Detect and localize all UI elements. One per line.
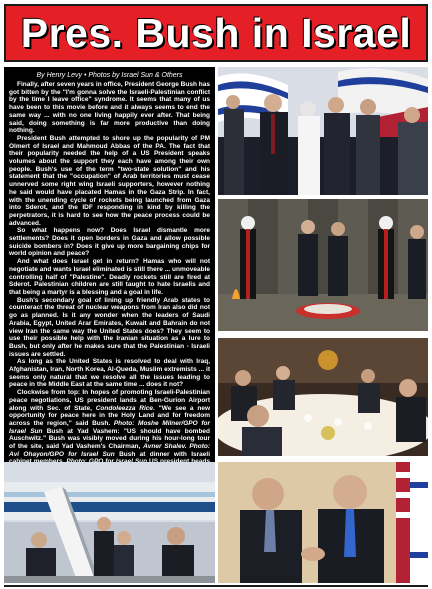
photo-handshake — [218, 462, 428, 583]
photo-airport-arrival — [218, 67, 428, 195]
caption-clockwise: Clockwise from top: In hopes of promoting Israeli-Palestinian peace negotiations, US president lands at Ben-Gurion Airport along with Sec. of State, — [9, 389, 210, 412]
caption-rice-name: Condoleezza Rice — [95, 404, 154, 412]
article-paragraph: President Bush attempted to shore up the popularity of PM Olmert of Israel and Mahmoud Abbas of the PA. The fact that their popularity needed the help of a US President speaks volumes about the support they each have among their own people. Bush's use of the term "two-state solution" and his statement that the "occupation" of Arab territories must cease unnerved some right wing Israeli supporters, however nothing he said would have placated Hamas in the Gaza Strip. In fact, with the unending cycle of rockets being launched from Gaza into Sderot, and the IDF responding in kind by killing the perpetrators, it is hard to see how the peace process could be advanced. — [9, 134, 210, 227]
photo-air-force-one — [4, 462, 215, 583]
photo-credit: Photo: Moshe Milner/GPO for Israel Sun — [9, 419, 210, 435]
page-title: Pres. Bush in Israel — [20, 9, 412, 56]
article-paragraph: Bush's secondary goal of lining up friendly Arab states to counteract the threat of nuclear weapons from Iran also did not go as planned. Is it any wonder when the leaders of Saudi Arabia, Egypt, United Arar Emirates, Kuwait and Bahrain do not view Iran the same way the United States does? They seem to use their possible help with the Iranian situation as a lure to Bush, but only after he makes sure that the Palestinian - Israeli issues are settled. — [9, 296, 210, 358]
article-paragraph: So what happens now? Does Israel dismantle more settlements? Does it open borders in Gaza and allow possible suicide bombers in? Does it give up more bargaining chips for world opinion and peace? — [9, 227, 210, 258]
bottom-rule — [4, 585, 428, 587]
byline: By Henry Levy • Photos by Israel Sun & Others — [36, 72, 183, 79]
caption-dinner: Bush at dinner with Israeli — [119, 450, 210, 458]
headline-banner — [4, 4, 428, 62]
caption-yad-vashem: Bush at Yad Vashem: "US should have bombed Auschwitz." Bush was visibly moved during his hour-long tour of the site, said Yad Vashem's Chairman, — [9, 427, 210, 451]
article-paragraph: As long as the United States is resolved to deal with Iraq, Afghanistan, Iran, North Korea, Al-Queda, Muslim extremists ... it seems only natural that we resolve all the issues leading to peace in the Middle East at the same time ... does it not? — [9, 358, 210, 389]
caption-quote: . "We see a new opportunity for peace here in the Holy Land and for freedom across the region," said Bush. — [9, 404, 210, 427]
photo-credit: . Photo: Avi Ohayon/GPO for Israel Sun — [9, 443, 211, 458]
article-paragraph: And what does Israel get in return? Hamas who will not negotiate and wants Israel eliminated is still there ... unmoveable controlling half of "Palestine". Deadly rockets still are fired at Sderot. Palestinian children are still taught to hate Israelis and that being a martyr is a blessing and a goal in life. — [9, 258, 210, 296]
photo-cabinet-dinner — [218, 338, 428, 456]
photo-yad-vashem — [218, 199, 428, 331]
caption-shalev-name: Avner Shalev — [143, 443, 185, 451]
article-paragraph: Finally, after seven years in office, President George Bush has got bitten by the "I'm gonna solve the Israeli-Palestinian conflict by the time I leave office" syndrome. It seems that many of us have been to this movie before and it always seems to end the same way ... with no one living happily ever after. That being said, doing something is far more productive than doing nothing. — [9, 81, 210, 135]
